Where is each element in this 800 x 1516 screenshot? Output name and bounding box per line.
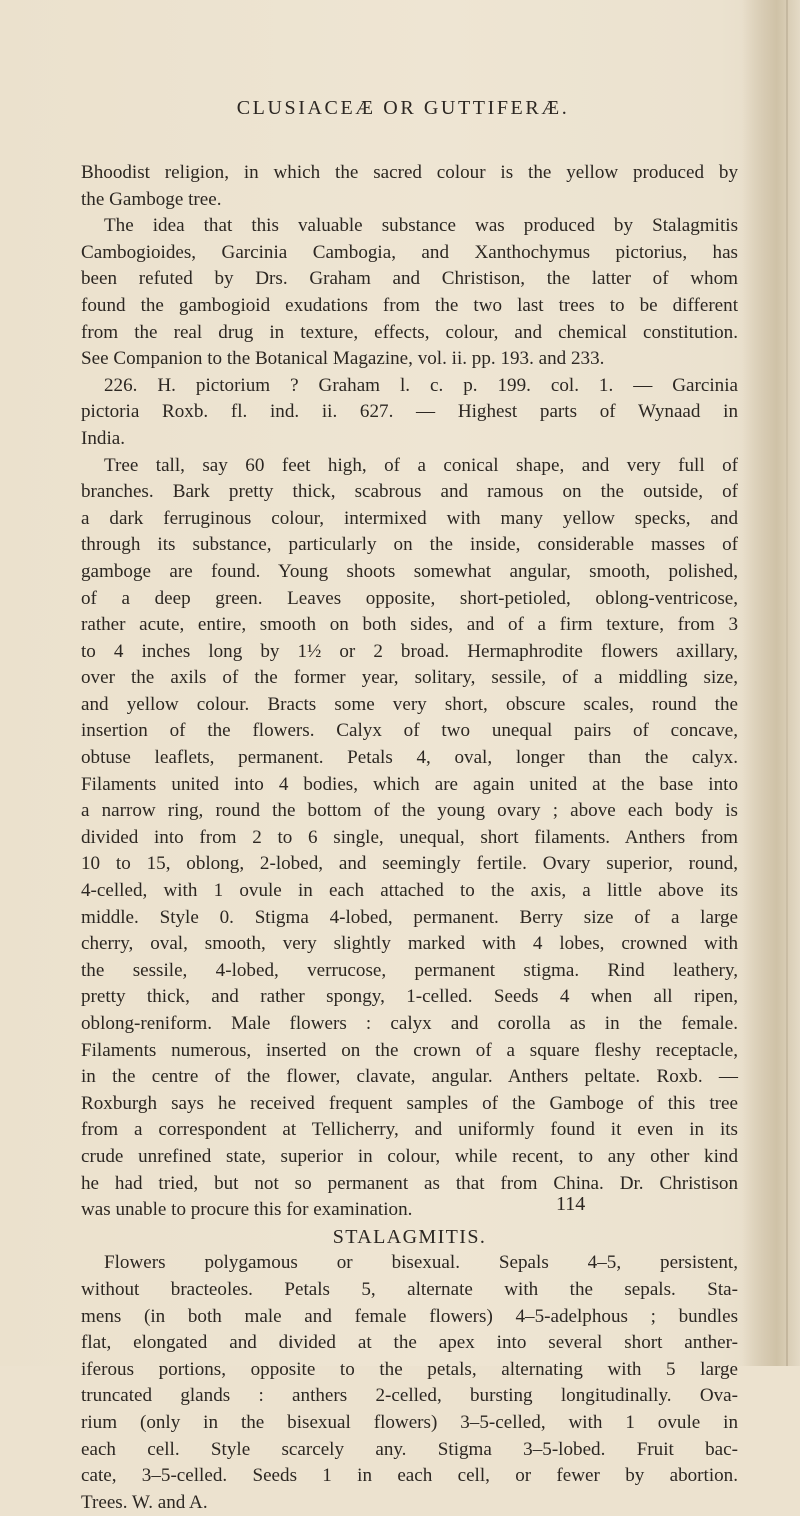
text-line: crude unrefined state, superior in colour, while recent, to any other kind	[81, 1145, 738, 1167]
text-line: cate, 3–5-celled. Seeds 1 in each cell, or fewer by abortion.	[81, 1465, 738, 1487]
text-line: obtuse leaflets, permanent. Petals 4, oval, longer than the calyx.	[81, 747, 738, 769]
text-line: Tree tall, say 60 feet high, of a conical shape, and very full of	[104, 454, 738, 476]
text-line: See Companion to the Botanical Magazine, vol. ii. pp. 193. and 233.	[81, 348, 605, 370]
text-line: middle. Style 0. Stigma 4-lobed, permanent. Berry size of a large	[81, 906, 738, 928]
text-line: he had tried, but not so permanent as that from China. Dr. Christison	[81, 1172, 738, 1194]
text-line: Filaments united into 4 bodies, which are again united at the base into	[81, 773, 738, 795]
page-edge-shadow	[742, 0, 800, 1366]
text-line: from the real drug in texture, effects, colour, and chemical constitution.	[81, 321, 738, 343]
text-line: Cambogioides, Garcinia Cambogia, and Xanthochymus pictorius, has	[81, 241, 738, 263]
running-head: CLUSIACEÆ OR GUTTIFERÆ.	[236, 97, 570, 119]
text-line: rather acute, entire, smooth on both sides, and of a firm texture, from 3	[81, 614, 738, 636]
text-line: without bracteoles. Petals 5, alternate with the sepals. Sta-	[81, 1278, 738, 1300]
text-line: 10 to 15, oblong, 2-lobed, and seemingly fertile. Ovary superior, round,	[81, 853, 738, 875]
text-line: cherry, oval, smooth, very slightly marked with 4 lobes, crowned with	[81, 933, 738, 955]
text-line: each cell. Style scarcely any. Stigma 3–5-lobed. Fruit bac-	[81, 1438, 738, 1460]
text-line: in the centre of the flower, clavate, angular. Anthers peltate. Roxb. —	[81, 1066, 738, 1088]
text-line: India.	[81, 427, 126, 449]
text-line: over the axils of the former year, solitary, sessile, of a middling size,	[81, 667, 738, 689]
text-line: gamboge are found. Young shoots somewhat angular, smooth, polished,	[81, 560, 738, 582]
text-line: branches. Bark pretty thick, scabrous and ramous on the outside, of	[81, 481, 738, 503]
text-line: pictoria Roxb. fl. ind. ii. 627. — Highest parts of Wynaad in	[81, 401, 738, 423]
body-text	[81, 160, 738, 1516]
text-line: oblong-reniform. Male flowers : calyx and corolla as in the female.	[81, 1013, 738, 1034]
text-line: pretty thick, and rather spongy, 1-celled. Seeds 4 when all ripen,	[81, 986, 738, 1008]
text-line: The idea that this valuable substance was produced by Stalagmitis	[104, 215, 738, 237]
text-line: the Gamboge tree.	[81, 188, 222, 210]
text-line: found the gambogioid exudations from the two last trees to be different	[81, 294, 738, 316]
text-line: to 4 inches long by 1½ or 2 broad. Hermaphrodite flowers axillary,	[81, 640, 738, 662]
text-line: a narrow ring, round the bottom of the young ovary ; above each body is	[81, 800, 738, 822]
text-line: insertion of the flowers. Calyx of two unequal pairs of concave,	[81, 720, 738, 742]
text-line: the sessile, 4-lobed, verrucose, permanent stigma. Rind leathery,	[81, 959, 738, 981]
text-line: 4-celled, with 1 ovule in each attached to the axis, a little above its	[81, 880, 738, 902]
text-line: rium (only in the bisexual flowers) 3–5-celled, with 1 ovule in	[81, 1411, 738, 1433]
text-line: 226. H. pictorium ? Graham l. c. p. 199. col. 1. — Garcinia	[104, 374, 738, 396]
text-line: from a correspondent at Tellicherry, and uniformly found it even in its	[81, 1119, 738, 1141]
text-line: was unable to procure this for examination.	[81, 1199, 413, 1221]
text-line: through its substance, particularly on the inside, considerable masses of	[81, 534, 738, 556]
text-line: and yellow colour. Bracts some very short, obscure scales, round the	[81, 693, 738, 715]
section-heading: STALAGMITIS.	[332, 1225, 487, 1248]
text-line: Flowers polygamous or bisexual. Sepals 4–5, persistent,	[104, 1252, 738, 1274]
text-line: Roxburgh says he received frequent samples of the Gamboge of this tree	[81, 1092, 738, 1114]
text-line: of a deep green. Leaves opposite, short-petioled, oblong-ventricose,	[81, 587, 738, 609]
text-line: been refuted by Drs. Graham and Christison, the latter of whom	[81, 268, 738, 290]
text-line: iferous portions, opposite to the petals, alternating with 5 large	[81, 1358, 738, 1380]
text-line: divided into from 2 to 6 single, unequal, short filaments. Anthers from	[81, 826, 738, 848]
page-number: 114	[556, 1193, 586, 1215]
text-line: truncated glands : anthers 2-celled, bursting longitudinally. Ova-	[81, 1385, 738, 1407]
page-edge-line	[786, 0, 788, 1366]
text-line: a dark ferruginous colour, intermixed with many yellow specks, and	[81, 507, 738, 529]
text-line: Filaments numerous, inserted on the crown of a square fleshy receptacle,	[81, 1039, 738, 1061]
text-line: Bhoodist religion, in which the sacred colour is the yellow produced by	[81, 162, 738, 183]
text-line: Trees. W. and A.	[81, 1491, 208, 1513]
text-line: mens (in both male and female flowers) 4–5-adelphous ; bundles	[81, 1305, 738, 1327]
text-line: flat, elongated and divided at the apex into several short anther-	[81, 1332, 738, 1354]
